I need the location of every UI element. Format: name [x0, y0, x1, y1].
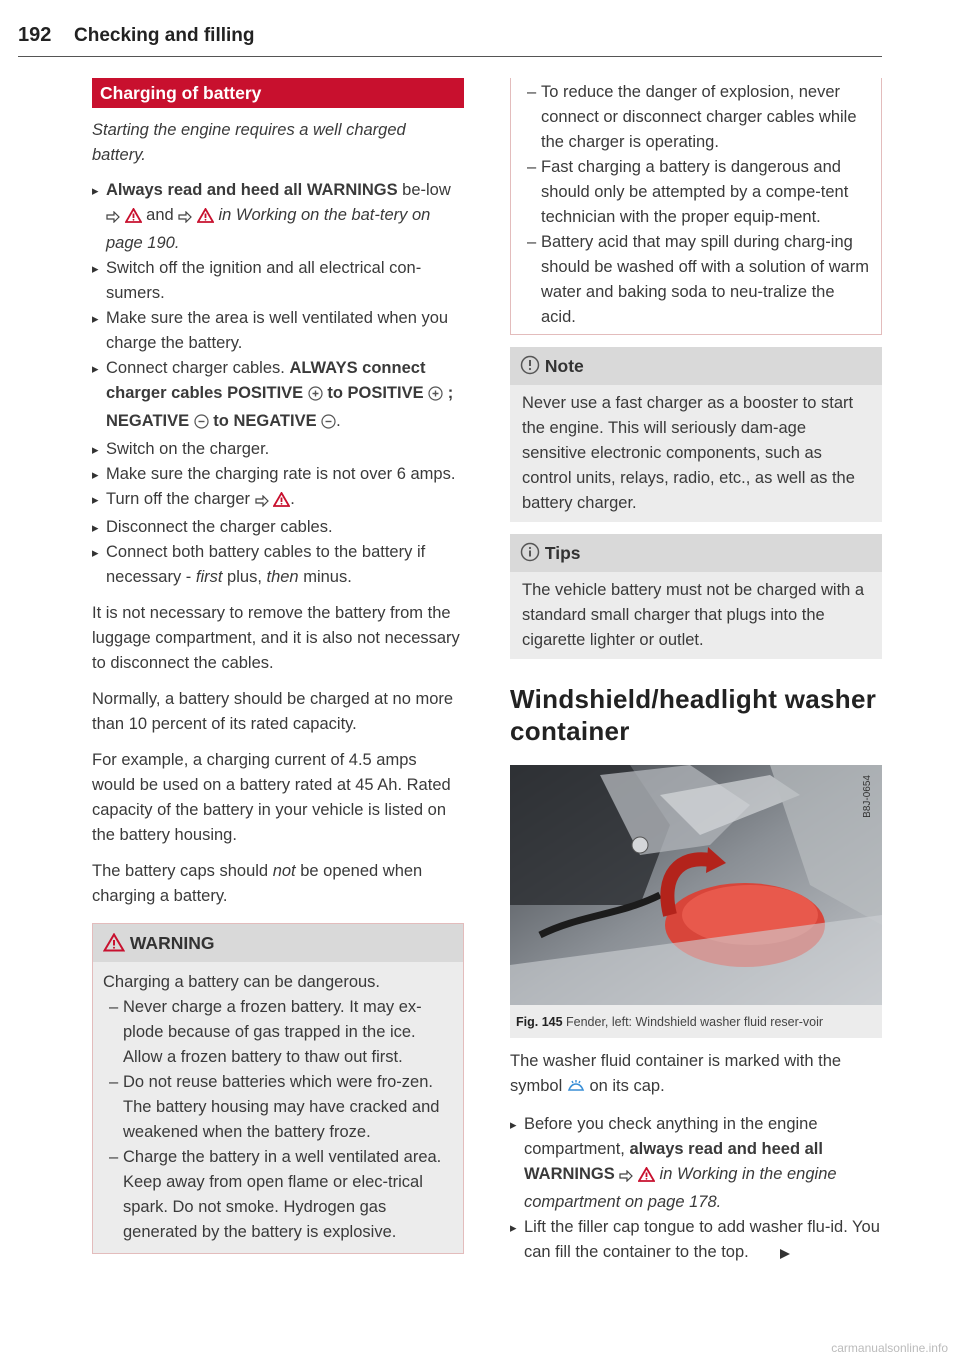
warning-box: [92, 923, 464, 1254]
list-item: ▸ Connect both battery cables to the battery if necessary - first plus, then minus.: [92, 540, 464, 590]
list-item: ▸ Switch on the charger.: [92, 437, 464, 462]
warning-triangle-icon: [103, 927, 125, 965]
tips-header: [510, 534, 882, 572]
tips-icon: [520, 537, 540, 575]
washer-symbol-icon: [567, 1077, 585, 1102]
warning-lead: Charging a battery can be dangerous.: [103, 973, 381, 991]
warning-triangle-icon: [197, 206, 214, 231]
list-item: ▸ Before you check anything in the engine compartment, always read and heed all WARNINGS in Working in the engine compartment on page 178.: [510, 1112, 882, 1215]
paragraph: It is not necessary to remove the battery from the luggage compartment, and it is also not necessary to disconnect the cables.: [92, 604, 460, 672]
note-icon: [520, 350, 540, 388]
warning-item: – Fast charging a battery is dangerous and should only be attempted by a compe-tent technician with the proper equip-ment.: [521, 155, 871, 230]
left-column: [92, 78, 464, 1254]
watermark: carmanualsonline.info: [831, 1341, 948, 1355]
warning-header: [93, 924, 463, 962]
figure-code: B8J-0654: [862, 775, 873, 818]
plus-circle-icon: [428, 384, 443, 409]
warning-triangle-icon: [273, 490, 290, 515]
arrow-ref-icon: [178, 206, 192, 231]
list-item: ▸ Make sure the area is well ventilated when you charge the battery.: [92, 306, 464, 356]
warning-triangle-icon: [125, 206, 142, 231]
warning-item: – Battery acid that may spill during charg-ing should be washed off with a solution of warm water and baking soda to neu-tralize the acid.: [521, 230, 871, 330]
note-title: Note: [544, 356, 584, 376]
list-item: ▸ Lift the filler cap tongue to add washer flu-id. You can fill the container to the top.: [510, 1215, 882, 1268]
warning-triangle-icon: [638, 1165, 655, 1190]
list-item: ▸ Switch off the ignition and all electrical con-sumers.: [92, 256, 464, 306]
list-item: ▸ Turn off the charger .: [92, 487, 464, 515]
section-title: Charging of battery: [92, 78, 464, 108]
figure-image: [510, 765, 882, 1005]
paragraph: For example, a charging current of 4.5 amps would be used on a battery rated at 45 Ah. Rated capacity of the battery in your vehicle is listed on the battery housing.: [92, 751, 451, 844]
tips-title: Tips: [544, 543, 581, 563]
plus-circle-icon: [308, 384, 323, 409]
list-item: ▸ Disconnect the charger cables.: [92, 515, 464, 540]
warning-body: [93, 962, 463, 1253]
warning-item: – To reduce the danger of explosion, never connect or disconnect charger cables while the charger is operating.: [521, 80, 871, 155]
page-header: [18, 24, 882, 57]
continue-arrow-icon: [779, 1243, 791, 1268]
paragraph: The washer fluid container is marked with the symbol on its cap.: [510, 1049, 882, 1102]
note-box: [510, 347, 882, 522]
arrow-ref-icon: [106, 206, 120, 231]
figure: [510, 765, 882, 1038]
warning-item: – Charge the battery in a well ventilated area. Keep away from open flame or elec-trical spark. Do not smoke. Hydrogen gas generated by the battery is explosive.: [103, 1145, 453, 1245]
intro-text: Starting the engine requires a well charged battery.: [92, 121, 406, 164]
paragraph: Normally, a battery should be charged at no more than 10 percent of its rated capacity.: [92, 690, 454, 733]
tips-body: The vehicle battery must not be charged with a standard small charger that plugs into the cigarette lighter or outlet.: [522, 581, 865, 649]
note-body: Never use a fast charger as a booster to start the engine. This will seriously dam-age sensitive electronic components, such as control units, relays, radio, etc., as well as the battery charger.: [522, 394, 855, 512]
list-item: ▸ Connect charger cables. ALWAYS connect charger cables POSITIVE to POSITIVE ; NEGATIVE to NEGATIVE .: [92, 356, 464, 437]
note-header: [510, 347, 882, 385]
figure-caption: Fig. 145 Fender, left: Windshield washer fluid reser-voir: [516, 1015, 824, 1029]
tips-box: [510, 534, 882, 659]
figure-label: Fig. 145: [516, 1015, 563, 1029]
minus-circle-icon: [194, 412, 209, 437]
chapter-title: Checking and filling: [74, 25, 255, 46]
warning-title: WARNING: [129, 933, 215, 953]
warning-item: – Never charge a frozen battery. It may ex-plode because of gas trapped in the ice. Allow a frozen battery to thaw out first.: [103, 995, 453, 1070]
arrow-ref-icon: [619, 1165, 633, 1190]
page-number: 192: [18, 24, 52, 46]
right-column: [510, 78, 882, 1268]
list-item: ▸ Always read and heed all WARNINGS be-low and in Working on the bat-tery on page 190.: [92, 178, 464, 256]
paragraph: The battery caps should not be opened when charging a battery.: [92, 862, 423, 905]
arrow-ref-icon: [255, 490, 269, 515]
warning-item: – Do not reuse batteries which were fro-zen. The battery housing may have cracked and weakened when the battery froze.: [103, 1070, 453, 1145]
warning-continuation: [510, 78, 882, 335]
section-heading: Windshield/headlight washer container: [510, 684, 877, 746]
minus-circle-icon: [321, 412, 336, 437]
list-item: ▸ Make sure the charging rate is not over 6 amps.: [92, 462, 464, 487]
